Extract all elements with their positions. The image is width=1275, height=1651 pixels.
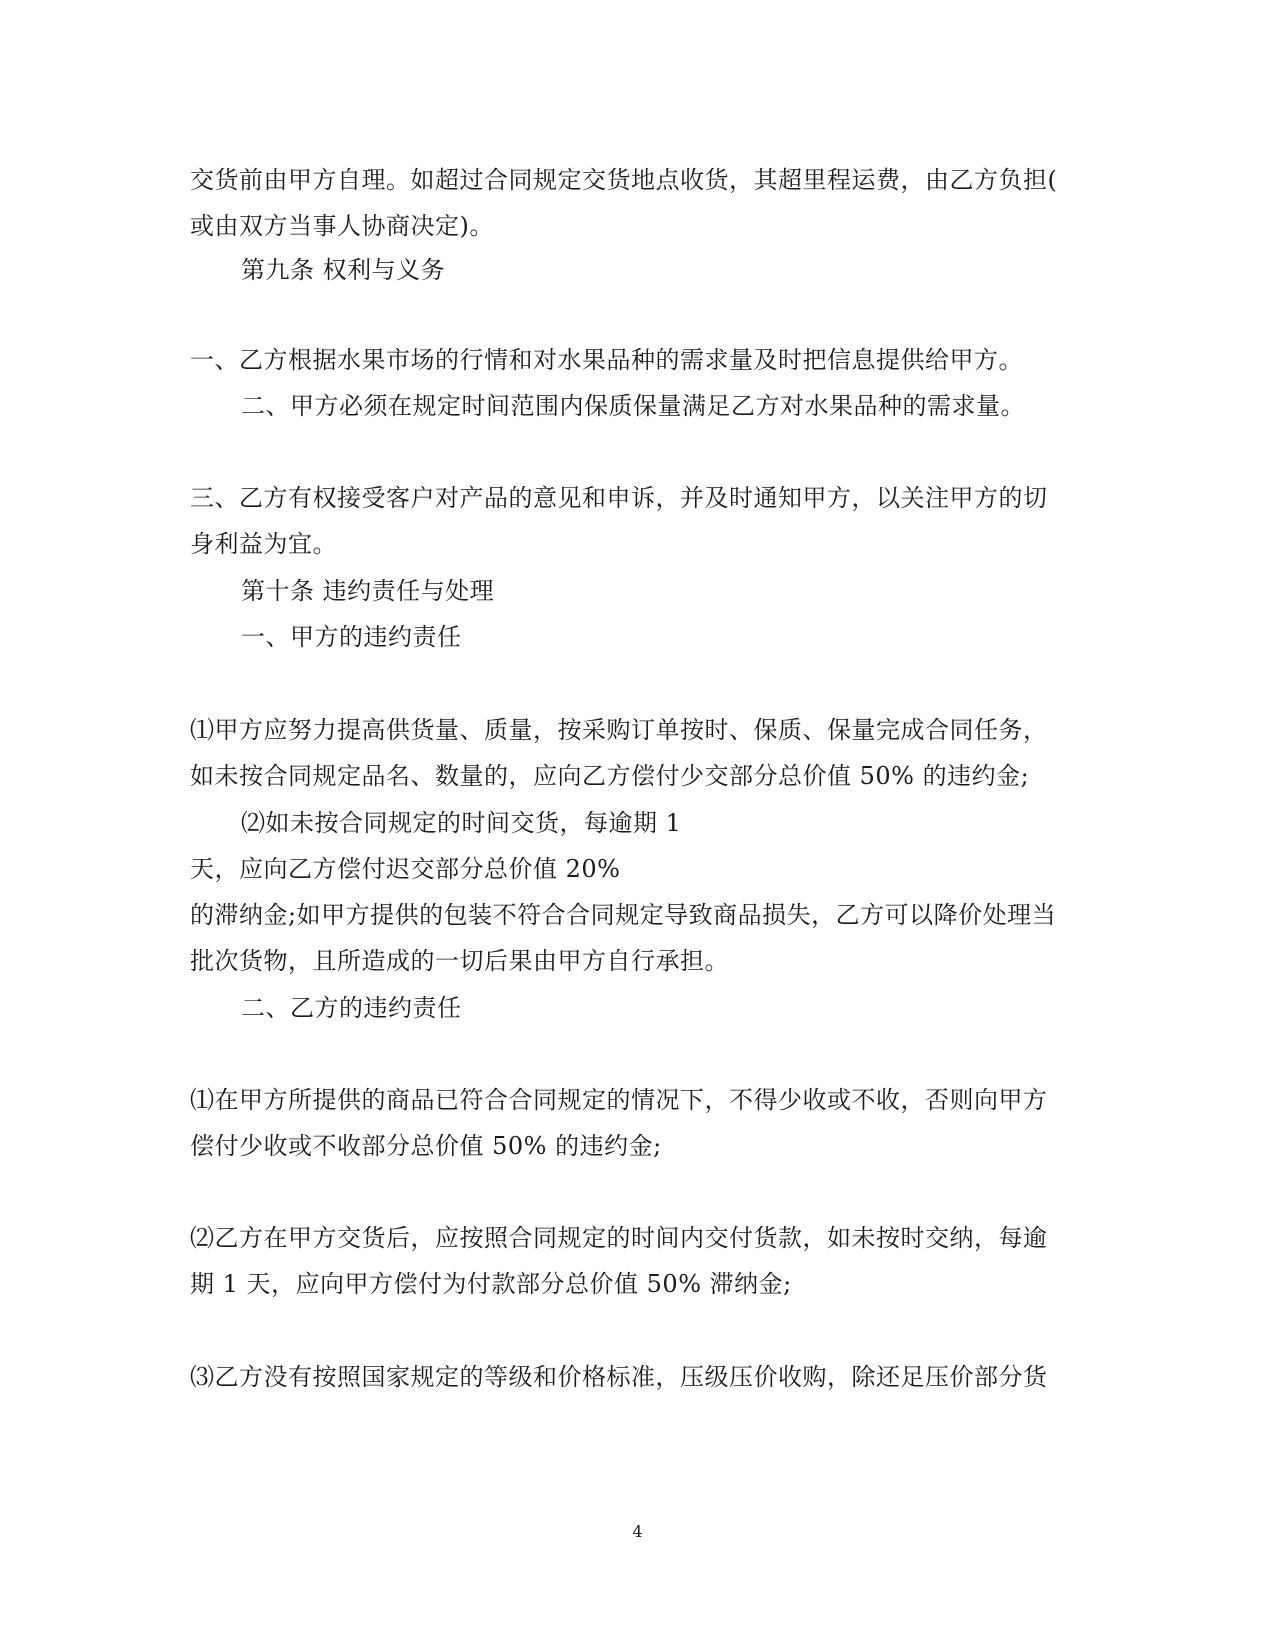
text-line: 天，应向乙方偿付迟交部分总价值 20% bbox=[190, 855, 621, 883]
text-line: ⑵乙方在甲方交货后，应按照合同规定的时间内交付货款，如未按时交纳，每逾 bbox=[190, 1224, 1048, 1252]
text-line: 批次货物，且所造成的一切后果由甲方自行承担。 bbox=[190, 947, 729, 975]
text-line: ⑴在甲方所提供的商品已符合合同规定的情况下，不得少收或不收，否则向甲方 bbox=[190, 1086, 1048, 1114]
text-line: ⑴甲方应努力提高供货量、质量，按采购订单按时、保质、保量完成合同任务， bbox=[190, 716, 1048, 744]
text-line: 一、乙方根据水果市场的行情和对水果品种的需求量及时把信息提供给甲方。 bbox=[190, 346, 1023, 374]
text-line: 的滞纳金;如甲方提供的包装不符合合同规定导致商品损失，乙方可以降价处理当 bbox=[190, 901, 1057, 929]
page-number: 4 bbox=[632, 1522, 643, 1541]
text-line: 三、乙方有权接受客户对产品的意见和申诉，并及时通知甲方，以关注甲方的切 bbox=[190, 484, 1048, 512]
text-line: 偿付少收或不收部分总价值 50% 的违约金; bbox=[190, 1132, 662, 1160]
section-heading: 一、甲方的违约责任 bbox=[241, 623, 462, 651]
text-line: ⑵如未按合同规定的时间交货，每逾期 1 bbox=[241, 809, 682, 837]
text-line: 如未按合同规定品名、数量的，应向乙方偿付少交部分总价值 50% 的违约金; bbox=[190, 762, 1030, 790]
text-line: ⑶乙方没有按照国家规定的等级和价格标准，压级压价收购，除还足压价部分货 bbox=[190, 1363, 1048, 1391]
text-line: 期 1 天，应向甲方偿付为付款部分总价值 50% 滞纳金; bbox=[190, 1270, 792, 1298]
section-heading: 二、乙方的违约责任 bbox=[241, 994, 462, 1022]
text-line: 或由双方当事人协商决定)。 bbox=[190, 212, 494, 240]
text-line: 身利益为宜。 bbox=[190, 530, 337, 558]
text-line: 二、甲方必须在规定时间范围内保质保量满足乙方对水果品种的需求量。 bbox=[241, 392, 1025, 420]
article-heading: 第九条 权利与义务 bbox=[241, 256, 446, 284]
text-line: 交货前由甲方自理。如超过合同规定交货地点收货，其超里程运费，由乙方负担( bbox=[190, 166, 1058, 194]
article-heading: 第十条 违约责任与处理 bbox=[241, 577, 495, 605]
